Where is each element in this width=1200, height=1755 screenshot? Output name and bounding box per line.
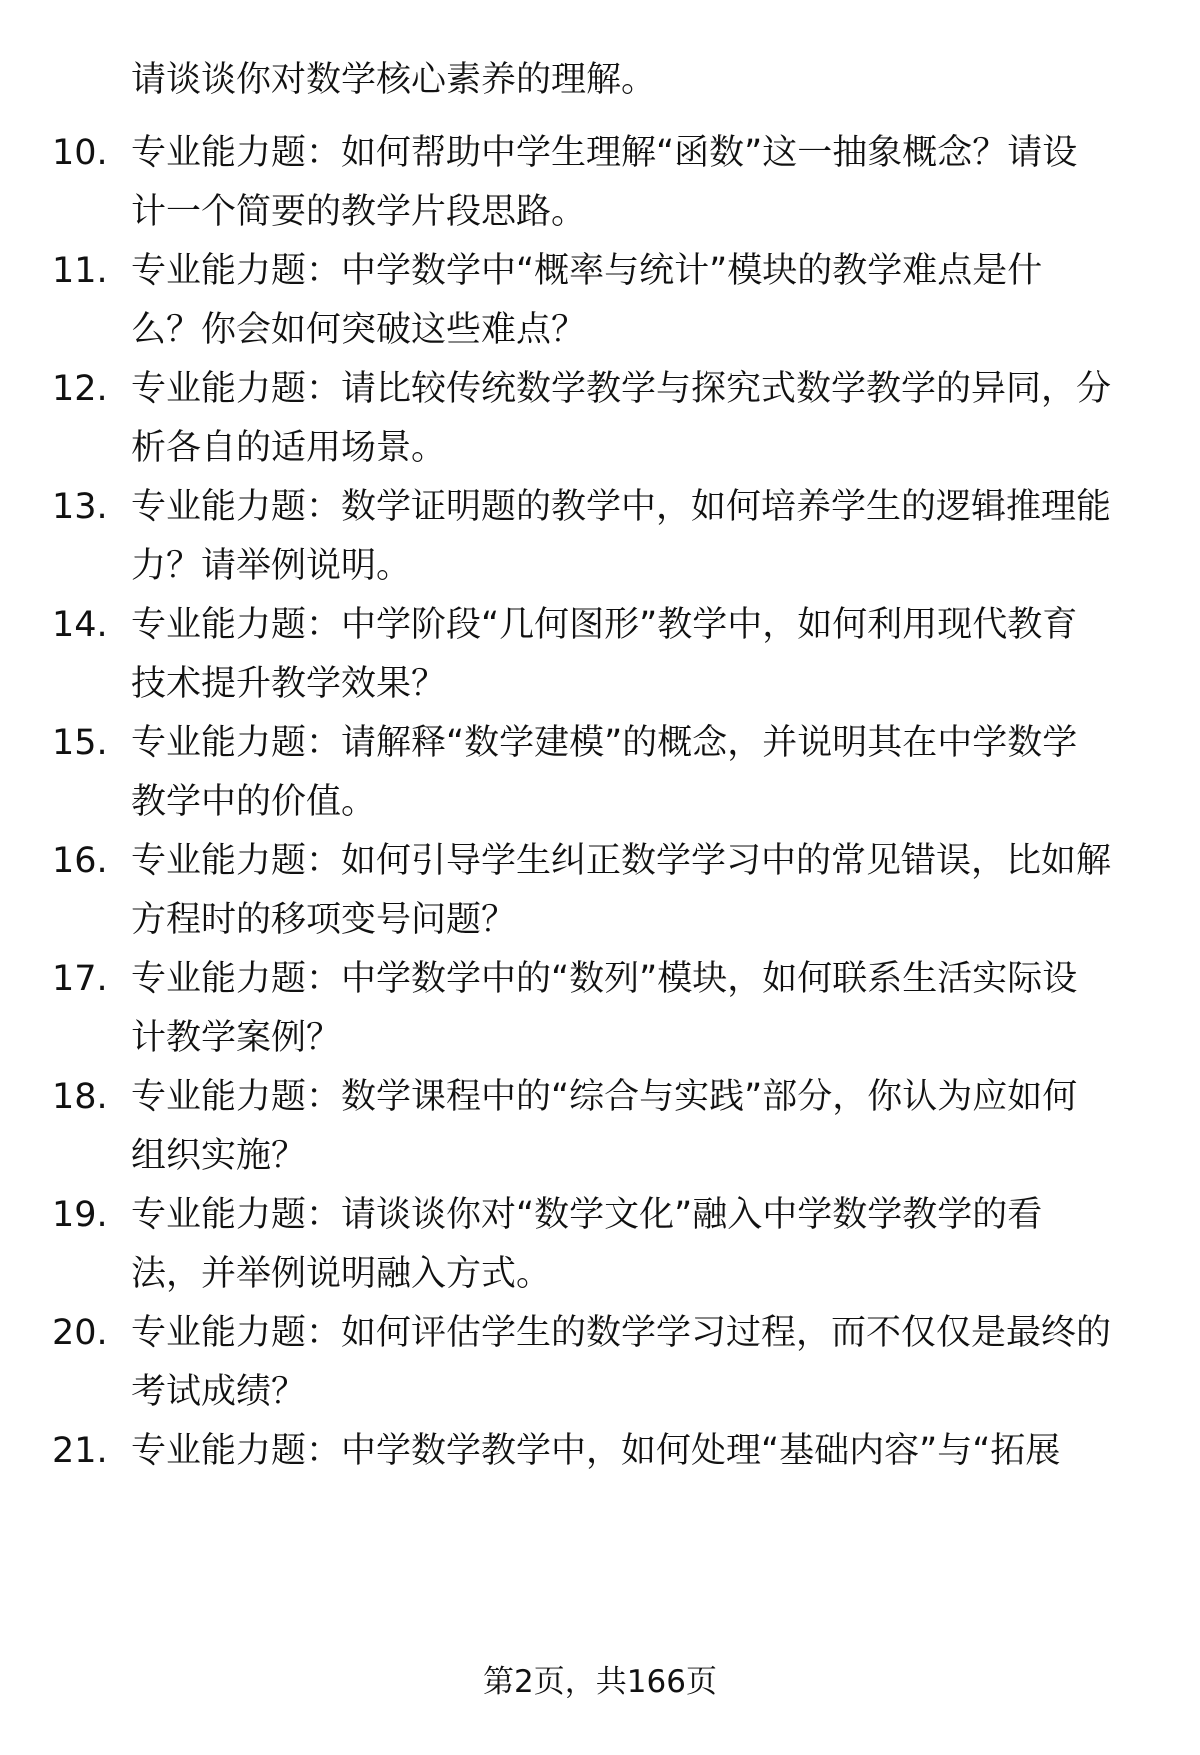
question-text-line1: 专业能力题：请谈谈你对“数学文化”融入中学数学教学的看 xyxy=(131,1195,1043,1235)
intro-line: 请谈谈你对数学核心素养的理解。 xyxy=(131,60,657,100)
question-number: 19. xyxy=(52,1195,108,1235)
question-text-line2: 教学中的价值。 xyxy=(131,782,377,822)
question-number: 16. xyxy=(52,841,108,881)
question-number: 11. xyxy=(52,251,108,291)
question-text-line2: 组织实施？ xyxy=(131,1136,307,1176)
question-text-line1: 专业能力题：中学阶段“几何图形”教学中，如何利用现代教育 xyxy=(131,605,1078,645)
question-number: 15. xyxy=(52,723,108,763)
question-text-line1: 专业能力题：请解释“数学建模”的概念，并说明其在中学数学 xyxy=(131,723,1078,763)
question-number: 14. xyxy=(52,605,108,645)
question-text-line1: 专业能力题：中学数学中的“数列”模块，如何联系生活实际设 xyxy=(131,959,1078,999)
question-text-line1: 专业能力题：如何引导学生纠正数学学习中的常见错误，比如解 xyxy=(131,841,1112,881)
question-text-line2: 考试成绩？ xyxy=(131,1372,307,1412)
question-number: 18. xyxy=(52,1077,108,1117)
question-text-line2: 么？你会如何突破这些难点？ xyxy=(131,310,587,350)
question-text-line1: 专业能力题：中学数学教学中，如何处理“基础内容”与“拓展 xyxy=(131,1431,1061,1471)
question-text-line1: 专业能力题：如何评估学生的数学学习过程，而不仅仅是最终的 xyxy=(131,1313,1112,1353)
question-text-line2: 方程时的移项变号问题？ xyxy=(131,900,517,940)
question-number: 21. xyxy=(52,1431,108,1471)
question-text-line2: 法，并举例说明融入方式。 xyxy=(131,1254,552,1294)
question-text-line2: 力？请举例说明。 xyxy=(131,546,412,586)
question-item-16 xyxy=(0,839,1200,939)
question-text-line2: 计教学案例？ xyxy=(131,1018,342,1058)
question-item-17 xyxy=(0,957,1200,1057)
question-item-21 xyxy=(0,1429,1200,1529)
question-item-14 xyxy=(0,603,1200,703)
question-item-10 xyxy=(0,131,1200,231)
question-number: 20. xyxy=(52,1313,108,1353)
question-text-line1: 专业能力题：请比较传统数学教学与探究式数学教学的异同，分 xyxy=(131,369,1112,409)
question-text-line1: 专业能力题：数学证明题的教学中，如何培养学生的逻辑推理能 xyxy=(131,487,1112,527)
question-item-19 xyxy=(0,1193,1200,1293)
question-text-line2: 析各自的适用场景。 xyxy=(131,428,447,468)
question-number: 17. xyxy=(52,959,108,999)
question-item-15 xyxy=(0,721,1200,821)
question-text-line2: 计一个简要的教学片段思路。 xyxy=(131,192,587,232)
question-text-line1: 专业能力题：中学数学中“概率与统计”模块的教学难点是什 xyxy=(131,251,1043,291)
question-text-line2: 技术提升教学效果？ xyxy=(131,664,447,704)
question-item-20 xyxy=(0,1311,1200,1411)
question-number: 12. xyxy=(52,369,108,409)
question-item-18 xyxy=(0,1075,1200,1175)
question-item-12 xyxy=(0,367,1200,467)
page-footer: 第2页，共166页 xyxy=(483,1664,717,1700)
question-item-13 xyxy=(0,485,1200,585)
question-number: 10. xyxy=(52,133,108,173)
question-text-line1: 专业能力题：数学课程中的“综合与实践”部分，你认为应如何 xyxy=(131,1077,1078,1117)
question-text-line1: 专业能力题：如何帮助中学生理解“函数”这一抽象概念？请设 xyxy=(131,133,1078,173)
question-item-11 xyxy=(0,249,1200,349)
question-number: 13. xyxy=(52,487,108,527)
